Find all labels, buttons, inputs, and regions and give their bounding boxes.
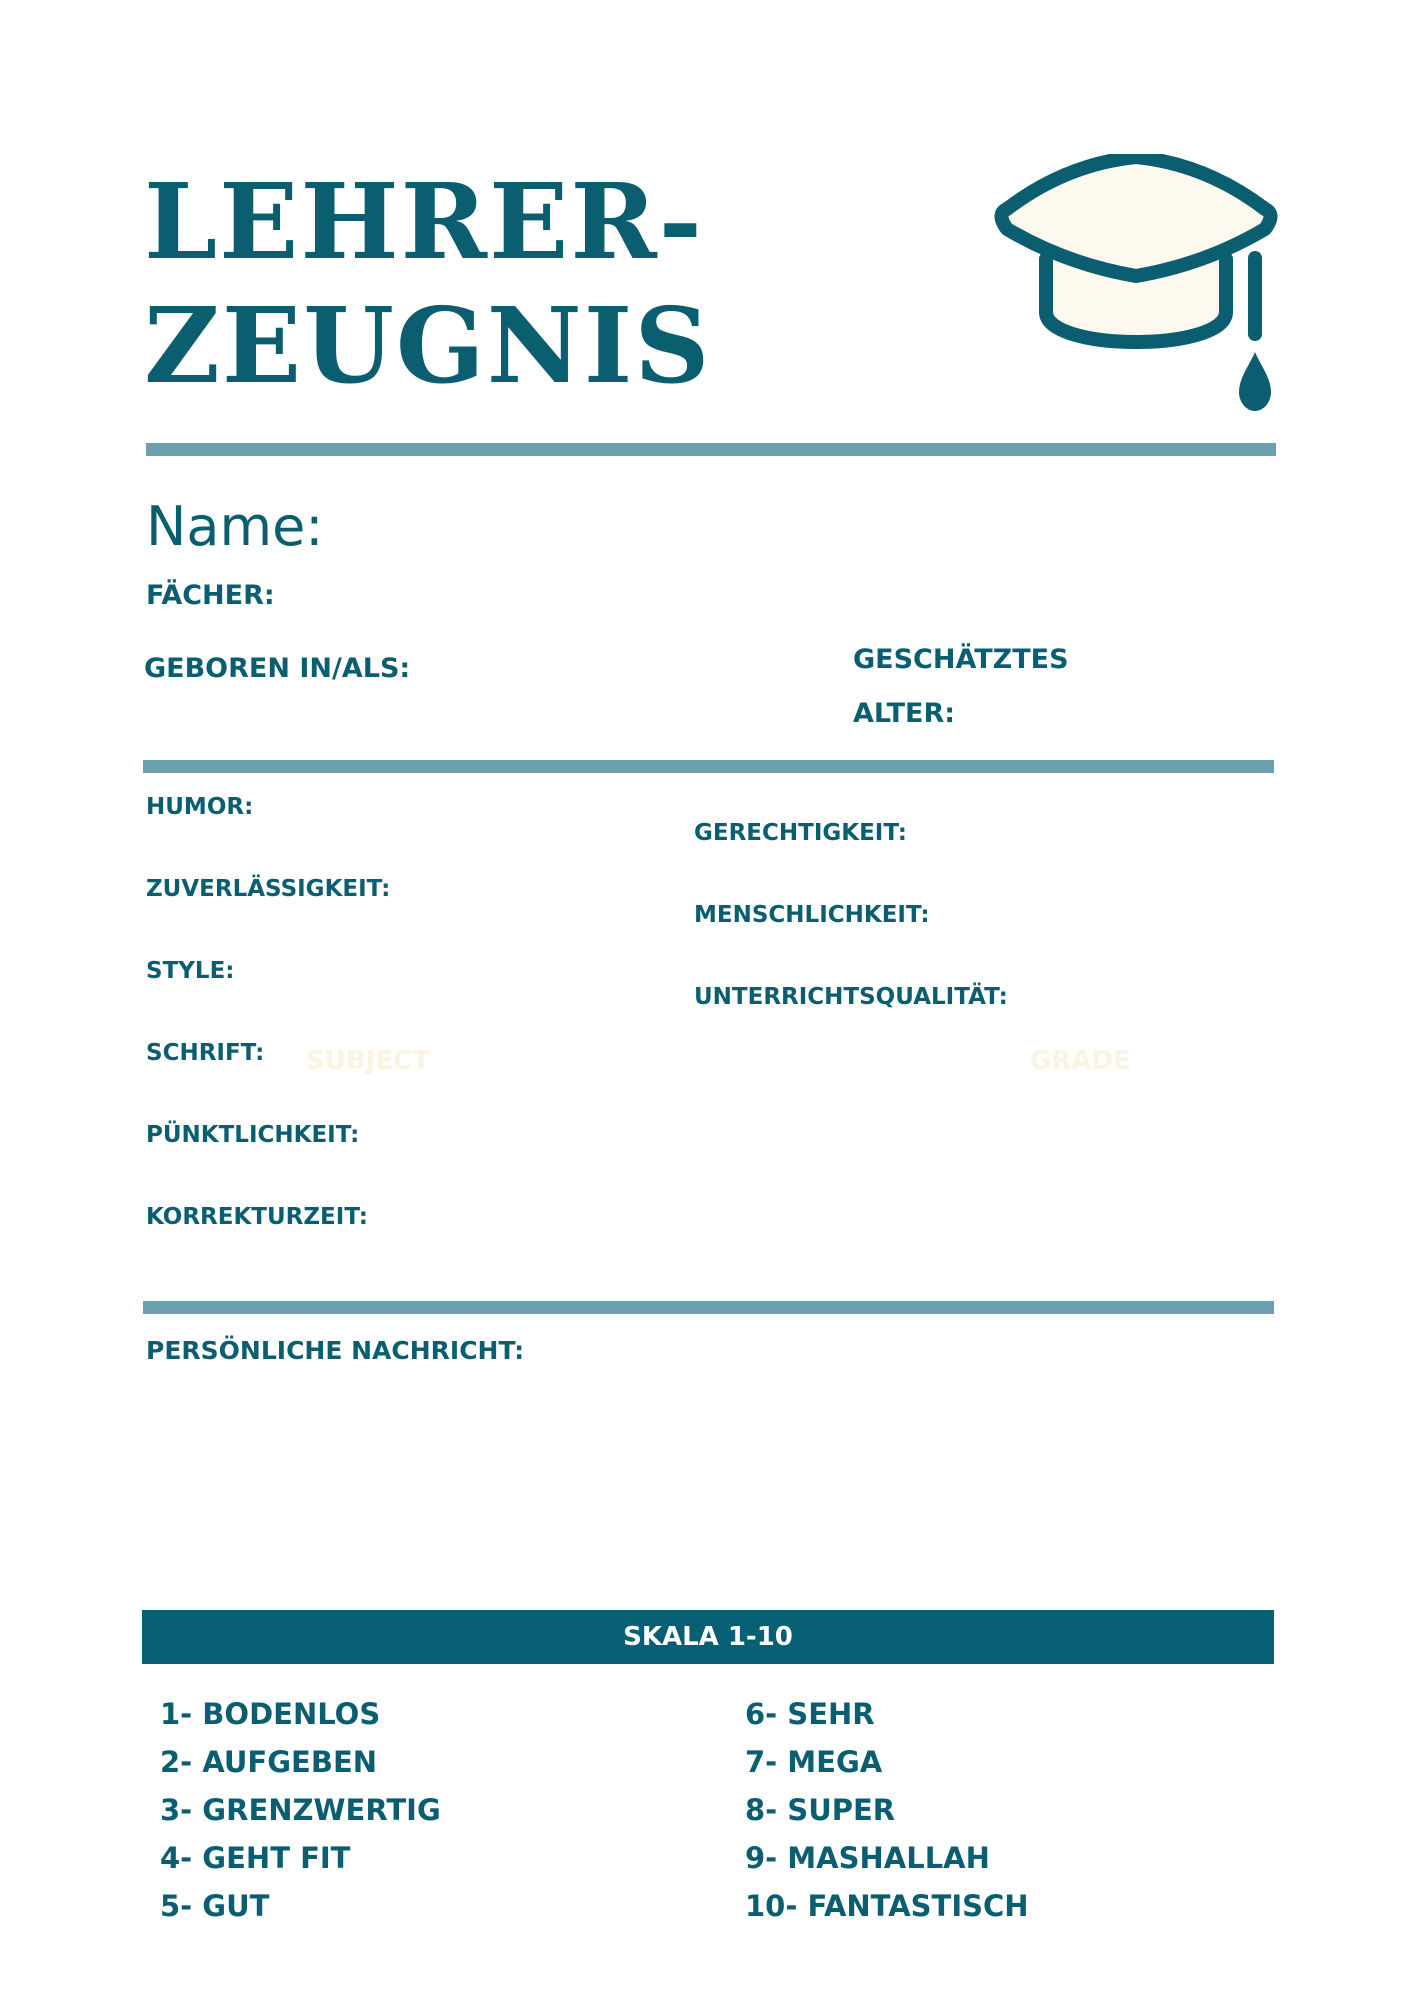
age-label-line-1: GESCHÄTZTES [853,644,1069,675]
rating-label-fairness: GERECHTIGKEIT: [694,820,907,846]
scale-item-10: 10- FANTASTISCH [745,1889,1029,1923]
subjects-label: FÄCHER: [146,580,275,611]
rating-label-handwriting: SCHRIFT: [146,1040,265,1066]
ghost-grade-text: GRADE [1030,1046,1131,1076]
title-line-2: ZEUGNIS [144,284,712,407]
rating-label-humanity: MENSCHLICHKEIT: [694,902,930,928]
born-label: GEBOREN IN/ALS: [144,653,411,684]
scale-item-1: 1- BODENLOS [160,1697,381,1731]
rating-label-correction-time: KORREKTURZEIT: [146,1204,368,1230]
scale-item-3: 3- GRENZWERTIG [160,1793,441,1827]
rating-label-style: STYLE: [146,958,235,984]
graduation-cap-icon [986,154,1286,414]
divider-middle [143,760,1274,773]
ghost-subject-text: SUBJECT [306,1046,430,1076]
scale-item-4: 4- GEHT FIT [160,1841,351,1875]
divider-bottom [143,1301,1274,1314]
rating-label-teaching-quality: UNTERRICHTSQUALITÄT: [694,984,1008,1010]
scale-item-7: 7- MEGA [745,1745,883,1779]
scale-item-2: 2- AUFGEBEN [160,1745,378,1779]
scale-item-9: 9- MASHALLAH [745,1841,990,1875]
scale-item-8: 8- SUPER [745,1793,896,1827]
age-label-line-2: ALTER: [853,698,956,729]
title-line-1: LEHRER- [144,160,704,283]
rating-label-reliability: ZUVERLÄSSIGKEIT: [146,876,391,902]
divider-top [146,443,1276,456]
name-label: Name: [146,495,324,558]
personal-message-label: PERSÖNLICHE NACHRICHT: [146,1336,525,1365]
rating-label-humor: HUMOR: [146,794,254,820]
scale-header-bar [142,1610,1274,1664]
scale-title: SKALA 1-10 [623,1622,793,1652]
scale-item-5: 5- GUT [160,1889,270,1923]
rating-label-punctuality: PÜNKTLICHKEIT: [146,1122,360,1148]
scale-item-6: 6- SEHR [745,1697,875,1731]
